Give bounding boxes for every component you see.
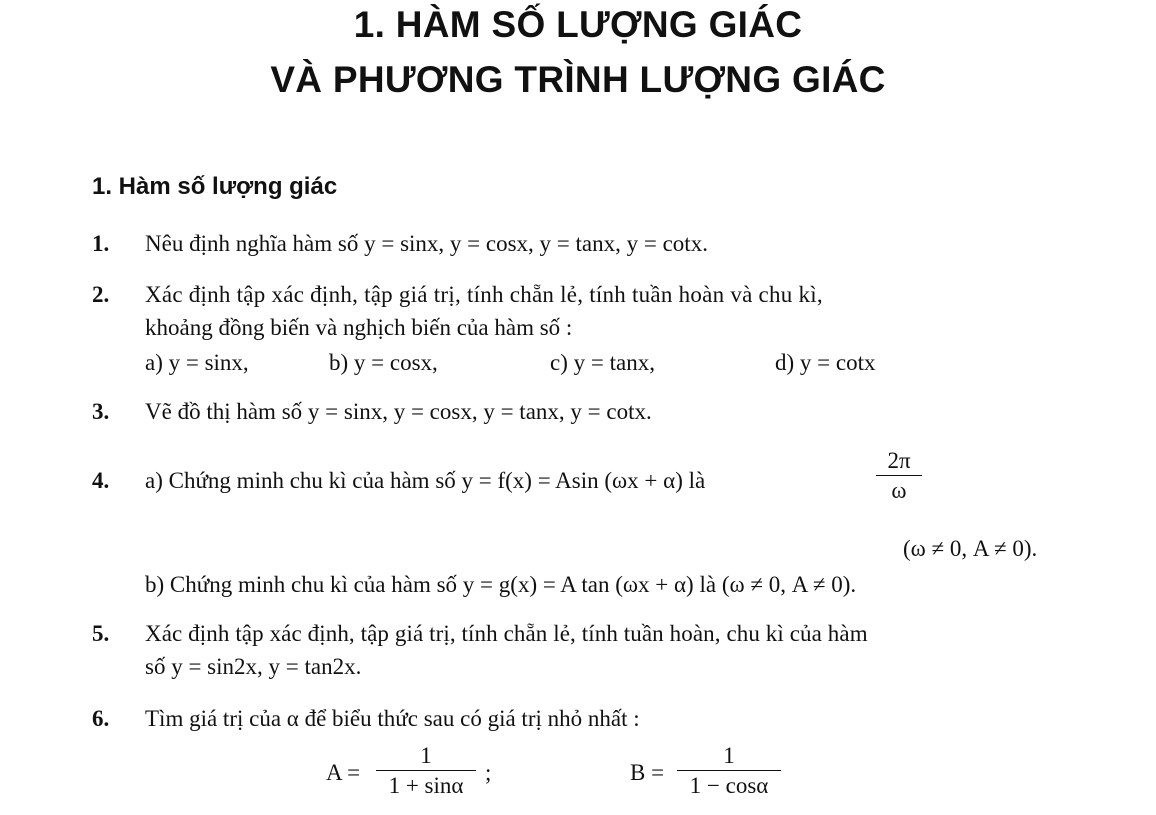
item-2-line-2: khoảng đồng biến và nghịch biến của hàm số : <box>145 315 573 340</box>
expression-a-label: A = <box>326 760 361 785</box>
expression-b-denominator: 1 − cosα <box>689 773 769 798</box>
expression-a-fraction <box>376 742 476 801</box>
item-4-fraction-numerator: 2π <box>887 448 911 473</box>
item-4-condition: (ω ≠ 0, A ≠ 0). <box>903 536 1038 561</box>
item-6-line-1: Tìm giá trị của α để biểu thức sau có giá trị nhỏ nhất : <box>145 706 640 731</box>
item-1-line-1: Nêu định nghĩa hàm số y = sinx, y = cosx, y = tanx, y = cotx. <box>145 231 708 256</box>
item-2-option-b: b) y = cosx, <box>329 350 438 375</box>
item-5-line-2: số y = sin2x, y = tan2x. <box>145 654 362 679</box>
item-number-5: 5. <box>92 621 110 646</box>
item-2-option-d: d) y = cotx <box>775 350 876 375</box>
item-4-period-fraction <box>876 447 922 506</box>
expression-b-numerator: 1 <box>723 743 735 768</box>
item-number-2: 2. <box>92 282 110 307</box>
item-3-line-1: Vẽ đồ thị hàm số y = sinx, y = cosx, y = tanx, y = cotx. <box>145 399 652 424</box>
item-2-line-1: Xác định tập xác định, tập giá trị, tính chẵn lẻ, tính tuần hoàn và chu kì, <box>145 282 823 307</box>
expression-b-label: B = <box>630 760 665 785</box>
item-number-1: 1. <box>92 231 110 256</box>
item-2-option-c: c) y = tanx, <box>550 350 655 375</box>
item-number-3: 3. <box>92 399 110 424</box>
chapter-title-line-2: VÀ PHƯƠNG TRÌNH LƯỢNG GIÁC <box>270 59 886 100</box>
expression-b-fraction <box>677 742 781 801</box>
item-number-6: 6. <box>92 706 110 731</box>
item-2-option-a: a) y = sinx, <box>145 350 249 375</box>
section-heading: 1. Hàm số lượng giác <box>92 173 338 200</box>
item-4-part-a: a) Chứng minh chu kì của hàm số y = f(x) = Asin (ωx + α) là <box>145 468 706 493</box>
item-number-4: 4. <box>92 468 110 493</box>
expression-separator: ; <box>485 760 492 785</box>
expression-a-denominator: 1 + sinα <box>388 773 464 798</box>
item-4-fraction-denominator: ω <box>891 478 907 503</box>
expression-a-numerator: 1 <box>420 743 432 768</box>
item-5-line-1: Xác định tập xác định, tập giá trị, tính chẵn lẻ, tính tuần hoàn, chu kì của hàm <box>145 621 868 646</box>
chapter-title-line-1: 1. HÀM SỐ LƯỢNG GIÁC <box>353 4 803 45</box>
item-4-part-b: b) Chứng minh chu kì của hàm số y = g(x) = A tan (ωx + α) là (ω ≠ 0, A ≠ 0). <box>145 572 857 597</box>
